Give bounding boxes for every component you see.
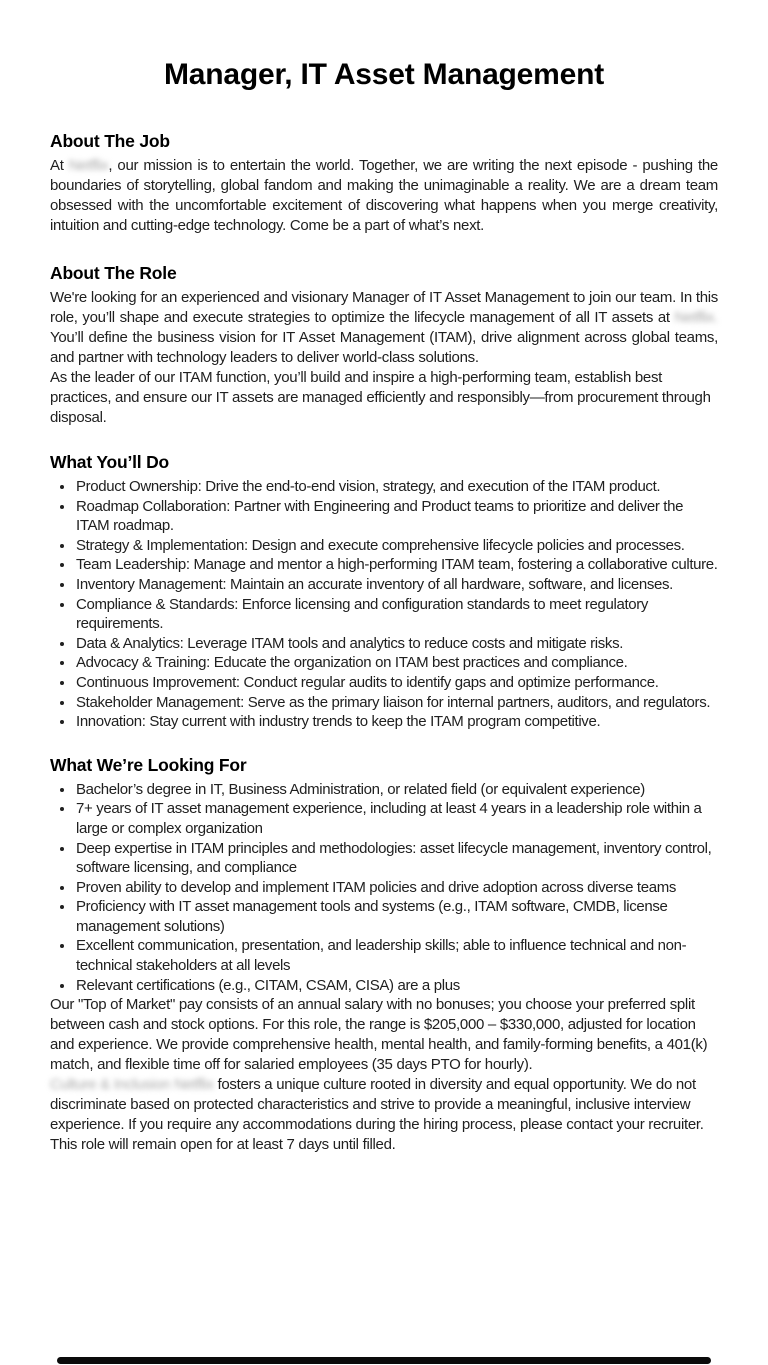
about-the-job-text-suffix: , our mission is to entertain the world. Together, we are writing the next episode - pushing the boundaries of storytelling, global fandom and making the unimaginable a reality. We are a dream team obsessed with the uncomfortable excitement of discovering what happens when you merge creativity, intuition and cutting-edge technology. Come be a part of what’s next. xyxy=(50,157,718,234)
list-item: • Strategy & Implementation: Design and execute comprehensive lifecycle policies and processes. xyxy=(75,536,718,556)
list-item: • Proven ability to develop and implement ITAM policies and drive adoption across diverse teams xyxy=(75,878,718,898)
about-the-role-heading: About The Role xyxy=(50,263,177,283)
list-item: • 7+ years of IT asset management experience, including at least 4 years in a leadership role within a large or complex organization xyxy=(75,799,718,838)
about-the-job-paragraph xyxy=(50,156,718,236)
list-item: • Inventory Management: Maintain an accurate inventory of all hardware, software, and licenses. xyxy=(75,575,718,595)
section-about-the-role xyxy=(50,262,718,428)
about-the-role-paragraph-1 xyxy=(50,288,718,368)
section-about-the-job xyxy=(50,130,718,236)
redacted-company-name: Netflix. xyxy=(674,309,718,326)
redacted-culture-heading: Culture & Inclusion Netflix xyxy=(50,1076,214,1094)
about-the-job-heading: About The Job xyxy=(50,131,170,151)
list-item: • Stakeholder Management: Serve as the primary liaison for internal partners, auditors, and regulators. xyxy=(75,693,718,713)
list-item: • Excellent communication, presentation, and leadership skills; able to influence technical and non-technical stakeholders at all levels xyxy=(75,936,718,975)
about-the-role-paragraph-2: As the leader of our ITAM function, you’ll build and inspire a high-performing team, establish best practices, and ensure our IT assets are managed efficiently and responsibly—from procurement through disposal. xyxy=(50,369,711,426)
about-the-job-text-prefix: At xyxy=(50,157,69,174)
list-item: • Roadmap Collaboration: Partner with Engineering and Product teams to prioritize and deliver the ITAM roadmap. xyxy=(75,497,718,536)
list-item: • Proficiency with IT asset management tools and systems (e.g., ITAM software, CMDB, license management solutions) xyxy=(75,897,718,936)
about-the-role-text-prefix: We're looking for an experienced and visionary Manager of IT Asset Management to join our team. In this role, you’ll shape and execute strategies to optimize the lifecycle management of all IT assets at xyxy=(50,289,718,326)
list-item: • Data & Analytics: Leverage ITAM tools and analytics to reduce costs and mitigate risks. xyxy=(75,634,718,654)
culture-inclusion-paragraph xyxy=(50,1075,718,1155)
what-were-looking-for-heading: What We’re Looking For xyxy=(50,754,247,775)
section-what-were-looking-for xyxy=(50,754,718,996)
list-item: • Deep expertise in ITAM principles and methodologies: asset lifecycle management, inventory control, software licensing, and compliance xyxy=(75,839,718,878)
culture-inclusion-text: fosters a unique culture rooted in diversity and equal opportunity. We do not discriminate based on protected characteristics and strive to provide a meaningful, inclusive interview experience. If you require any accommodations during the hiring process, please contact your recruiter. This role will remain open for at least 7 days until filled. xyxy=(50,1076,704,1154)
list-item: • Compliance & Standards: Enforce licensing and configuration standards to meet regulatory requirements. xyxy=(75,595,718,634)
list-item: • Advocacy & Training: Educate the organization on ITAM best practices and compliance. xyxy=(75,653,718,673)
list-item: • Team Leadership: Manage and mentor a high-performing ITAM team, fostering a collaborative culture. xyxy=(75,555,718,575)
list-item: • Innovation: Stay current with industry trends to keep the ITAM program competitive. xyxy=(75,712,718,732)
list-item: • Continuous Improvement: Conduct regular audits to identify gaps and optimize performance. xyxy=(75,673,718,693)
what-youll-do-list xyxy=(50,477,718,732)
list-item: • Bachelor’s degree in IT, Business Administration, or related field (or equivalent experience) xyxy=(75,780,718,800)
page-title: Manager, IT Asset Management xyxy=(163,58,605,91)
section-what-youll-do xyxy=(50,451,718,732)
what-were-looking-for-list xyxy=(50,780,718,996)
redacted-company-name: Netflix xyxy=(68,157,109,174)
list-item: • Product Ownership: Drive the end-to-end vision, strategy, and execution of the ITAM product. xyxy=(75,477,718,497)
bottom-edge-bar xyxy=(57,1357,711,1364)
what-youll-do-heading: What You’ll Do xyxy=(50,452,170,472)
compensation-paragraph: Our "Top of Market" pay consists of an annual salary with no bonuses; you choose your preferred split between cash and stock options. For this role, the range is $205,000 – $330,000, adjusted for location and experience. We provide comprehensive health, mental health, and family-forming benefits, a 401(k) match, and flexible time off for salaried employees (35 days PTO for hourly). xyxy=(50,996,708,1074)
list-item: • Relevant certifications (e.g., CITAM, CSAM, CISA) are a plus xyxy=(75,976,718,996)
about-the-role-text-suffix: You’ll define the business vision for IT Asset Management (ITAM), drive alignment across global teams, and partner with technology leaders to deliver world-class solutions. xyxy=(50,329,718,366)
